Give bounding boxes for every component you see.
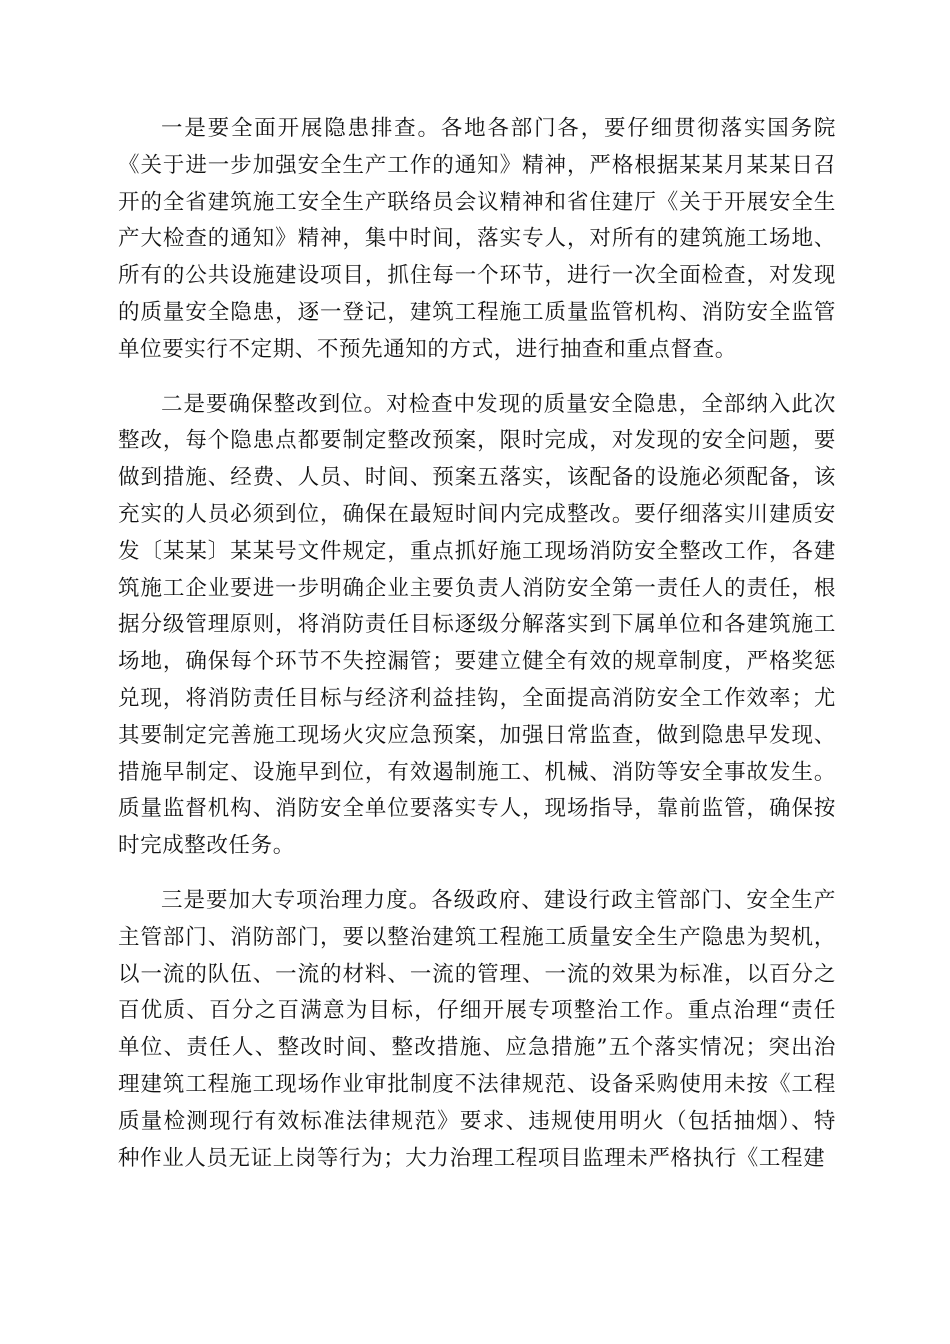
paragraph-hazard-inspection: 一是要全面开展隐患排查。各地各部门各，要仔细贯彻落实国务院《关于进一步加强安全生产工作的通知》精神，严格根据某某月某某日召开的全省建筑施工安全生产联络员会议精神和省住建厅《关于开展安全生产大检查的通知》精神，集中时间，落实专人，对所有的建筑施工场地、所有的公共设施建设项目，抓住每一个环节，进行一次全面检查，对发现的质量安全隐患，逐一登记，建筑工程施工质量监管机构、消防安全监管单位要实行不定期、不预先通知的方式，进行抽查和重点督查。	[118, 116, 836, 362]
paragraph-special-governance: 三是要加大专项治理力度。各级政府、建设行政主管部门、安全生产主管部门、消防部门，要以整治建筑工程施工质量安全生产隐患为契机，以一流的队伍、一流的材料、一流的管理、一流的效果为标准，以百分之百优质、百分之百满意为目标，仔细开展专项整治工作。重点治理“责任单位、责任人、整改时间、整改措施、应急措施”五个落实情况；突出治理建筑工程施工现场作业审批制度不法律规范、设备采购使用未按《工程质量检测现行有效标准法律规范》要求、违规使用明火（包括抽烟）、特种作业人员无证上岗等行为；大力治理工程项目监理未严格执行《工程建	[118, 887, 836, 1171]
paragraph-rectification: 二是要确保整改到位。对检查中发现的质量安全隐患，全部纳入此次整改，每个隐患点都要制定整改预案，限时完成，对发现的安全问题，要做到措施、经费、人员、时间、预案五落实，该配备的设施必须配备，该充实的人员必须到位，确保在最短时间内完成整改。要仔细落实川建质安发〔某某〕某某号文件规定，重点抓好施工现场消防安全整改工作，各建筑施工企业要进一步明确企业主要负责人消防安全第一责任人的责任，根据分级管理原则，将消防责任目标逐级分解落实到下属单位和各建筑施工场地，确保每个环节不失控漏管；要建立健全有效的规章制度，严格奖惩兑现，将消防责任目标与经济利益挂钩，全面提高消防安全工作效率；尤其要制定完善施工现场火灾应急预案，加强日常监查，做到隐患早发现、措施早制定、设施早到位，有效遏制施工、机械、消防等安全事故发生。质量监督机构、消防安全单位要落实专人，现场指导，靠前监管，确保按时完成整改任务。	[118, 391, 836, 859]
document-body	[118, 111, 836, 1177]
